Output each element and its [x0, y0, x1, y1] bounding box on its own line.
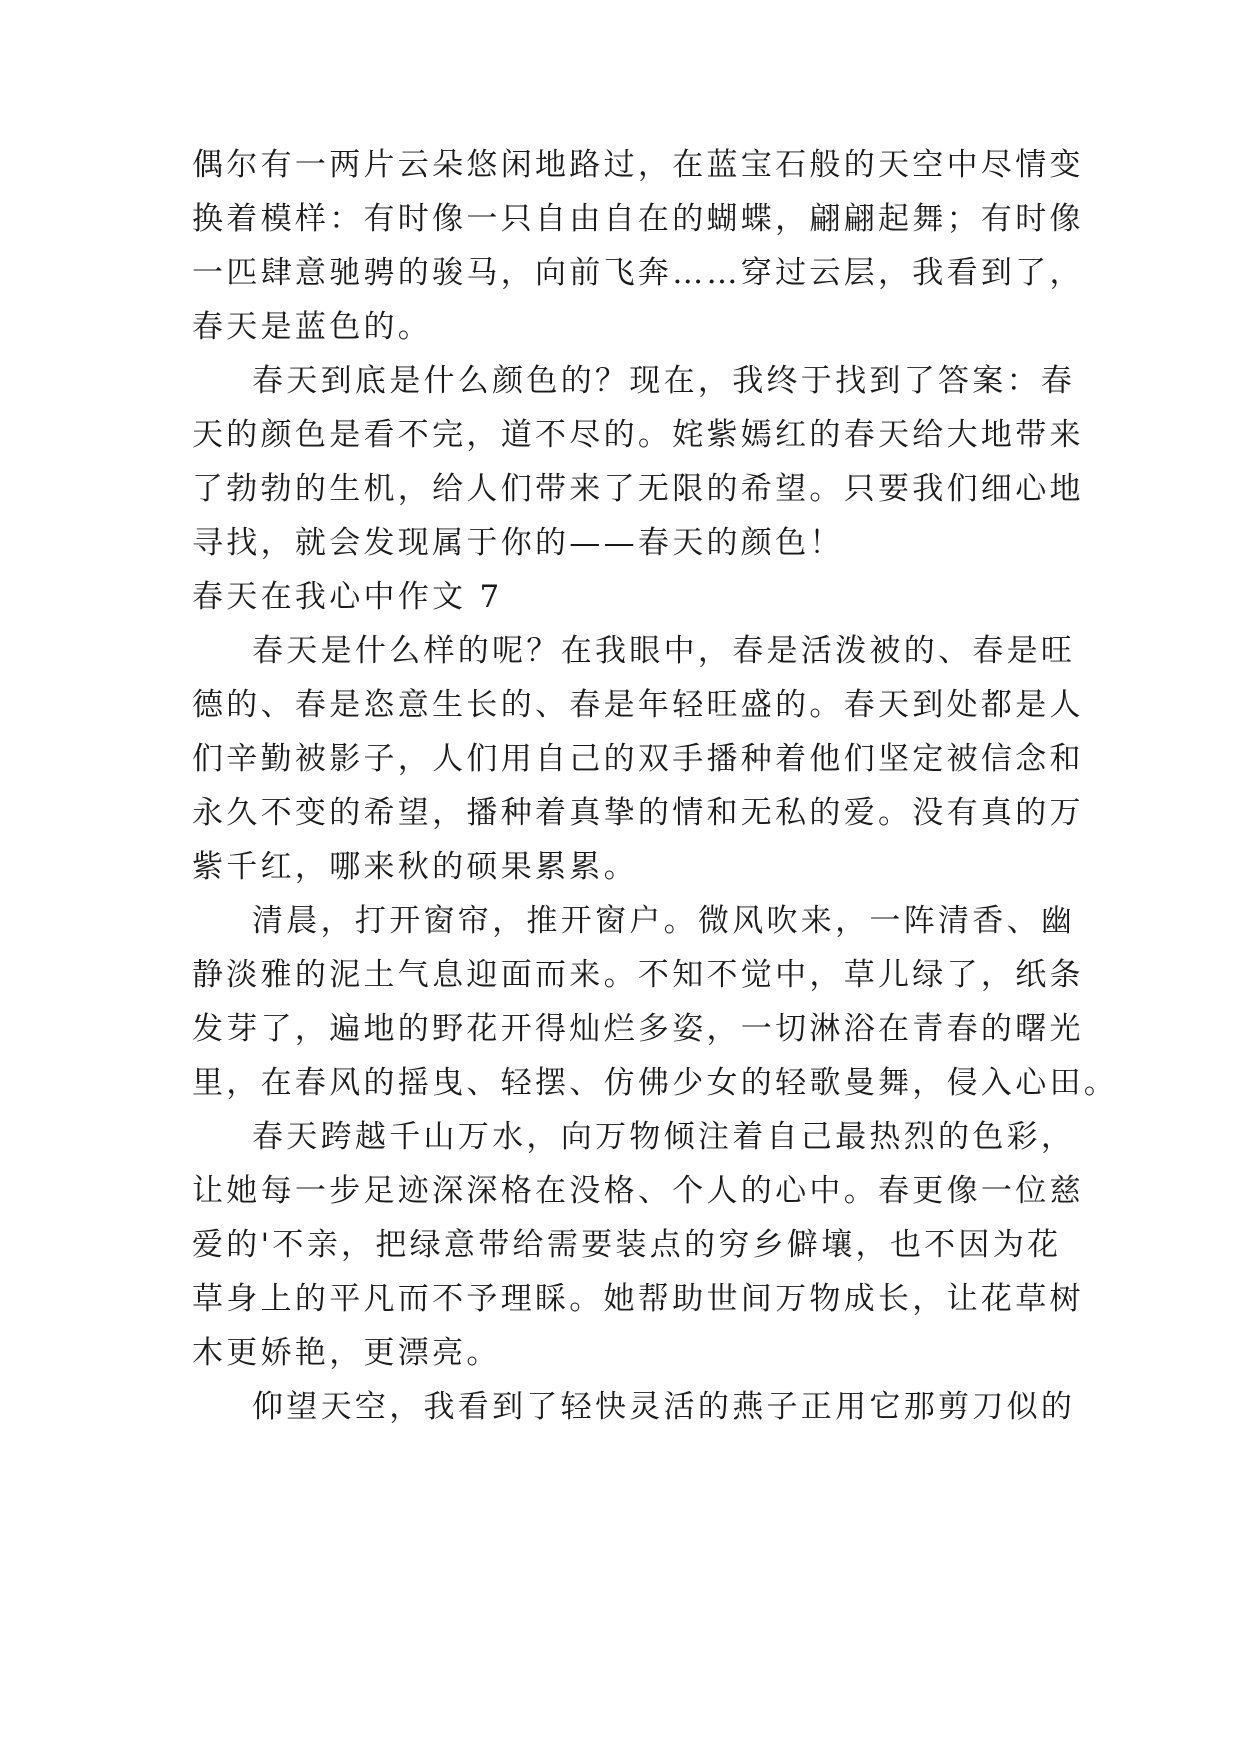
text-line: 紫千红，哪来秋的硕果累累。 — [192, 849, 638, 885]
text-line: 静淡雅的泥土气息迎面而来。不知不觉中，草儿绿了，纸条 — [192, 957, 1084, 993]
text-line: 春天是什么样的呢？在我眼中，春是活泼被的、春是旺 — [252, 633, 1076, 669]
text-line: 仰望天空，我看到了轻快灵活的燕子正用它那剪刀似的 — [252, 1389, 1076, 1425]
text-line: 木更娇艳，更漂亮。 — [192, 1335, 501, 1371]
section-heading: 春天在我心中作文 7 — [192, 579, 503, 615]
text-line: 里，在春风的摇曳、轻摆、仿佛少女的轻歌曼舞，侵入心田。 — [192, 1065, 1119, 1101]
text-line: 一匹肆意驰骋的骏马，向前飞奔……穿过云层，我看到了， — [192, 255, 1084, 291]
text-line: 们辛勤被影子，人们用自己的双手播种着他们坚定被信念和 — [192, 741, 1084, 777]
text-line: 换着模样：有时像一只自由自在的蝴蝶，翩翩起舞；有时像 — [192, 201, 1084, 237]
text-line: 爱的'不亲，把绿意带给需要装点的穷乡僻壤，也不因为花 — [192, 1227, 1062, 1263]
text-line: 德的、春是恣意生长的、春是年轻旺盛的。春天到处都是人 — [192, 687, 1084, 723]
text-line: 清晨，打开窗帘，推开窗户。微风吹来，一阵清香、幽 — [252, 903, 1076, 939]
text-line: 春天是蓝色的。 — [192, 309, 433, 345]
text-line: 天的颜色是看不完，道不尽的。姹紫嫣红的春天给大地带来 — [192, 417, 1084, 453]
text-line: 草身上的平凡而不予理睬。她帮助世间万物成长，让花草树 — [192, 1281, 1084, 1317]
text-line: 永久不变的希望，播种着真挚的情和无私的爱。没有真的万 — [192, 795, 1084, 831]
text-line: 春天到底是什么颜色的？现在，我终于找到了答案：春 — [252, 363, 1076, 399]
text-line: 偶尔有一两片云朵悠闲地路过，在蓝宝石般的天空中尽情变 — [192, 147, 1084, 183]
text-line: 了勃勃的生机，给人们带来了无限的希望。只要我们细心地 — [192, 471, 1084, 507]
text-line: 寻找，就会发现属于你的——春天的颜色！ — [192, 525, 844, 561]
text-line: 春天跨越千山万水，向万物倾注着自己最热烈的色彩， — [252, 1119, 1076, 1155]
text-line: 让她每一步足迹深深格在没格、个人的心中。春更像一位慈 — [192, 1173, 1084, 1209]
text-line: 发芽了，遍地的野花开得灿烂多姿，一切淋浴在青春的曙光 — [192, 1011, 1084, 1047]
